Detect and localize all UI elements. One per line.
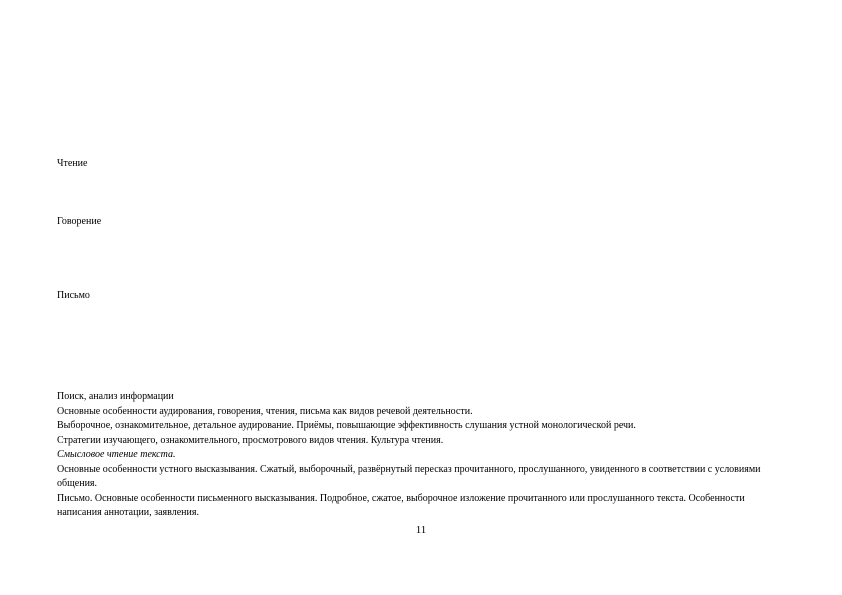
content-line: Поиск, анализ информации — [57, 391, 174, 402]
section-label-reading: Чтение — [57, 158, 88, 169]
content-line: Письмо. Основные особенности письменного высказывания. Подробное, сжатое, выборочное изложение прочитанного или прослушанного текста. Особенности написания аннотации, заявления. — [57, 492, 745, 518]
content-block — [57, 390, 777, 521]
content-line-italic: Смысловое чтение текста. — [57, 449, 176, 460]
content-line: Основные особенности устного высказывания. Сжатый, выборочный, развёрнутый пересказ прочитанного, прослушанного, увиденного в соответствии с условиями общения. — [57, 463, 761, 489]
content-line: Основные особенности аудирования, говорения, чтения, письма как видов речевой деятельности. — [57, 405, 473, 417]
content-line: Выборочное, ознакомительное, детальное аудирование. Приёмы, повышающие эффективность слушания устной монологической речи. — [57, 420, 636, 431]
page-number: 11 — [415, 524, 427, 536]
section-label-speaking: Говорение — [57, 216, 102, 227]
content-line: Стратегии изучающего, ознакомительного, просмотрового видов чтения. Культура чтения. — [57, 434, 444, 446]
section-label-writing: Письмо — [57, 290, 90, 301]
